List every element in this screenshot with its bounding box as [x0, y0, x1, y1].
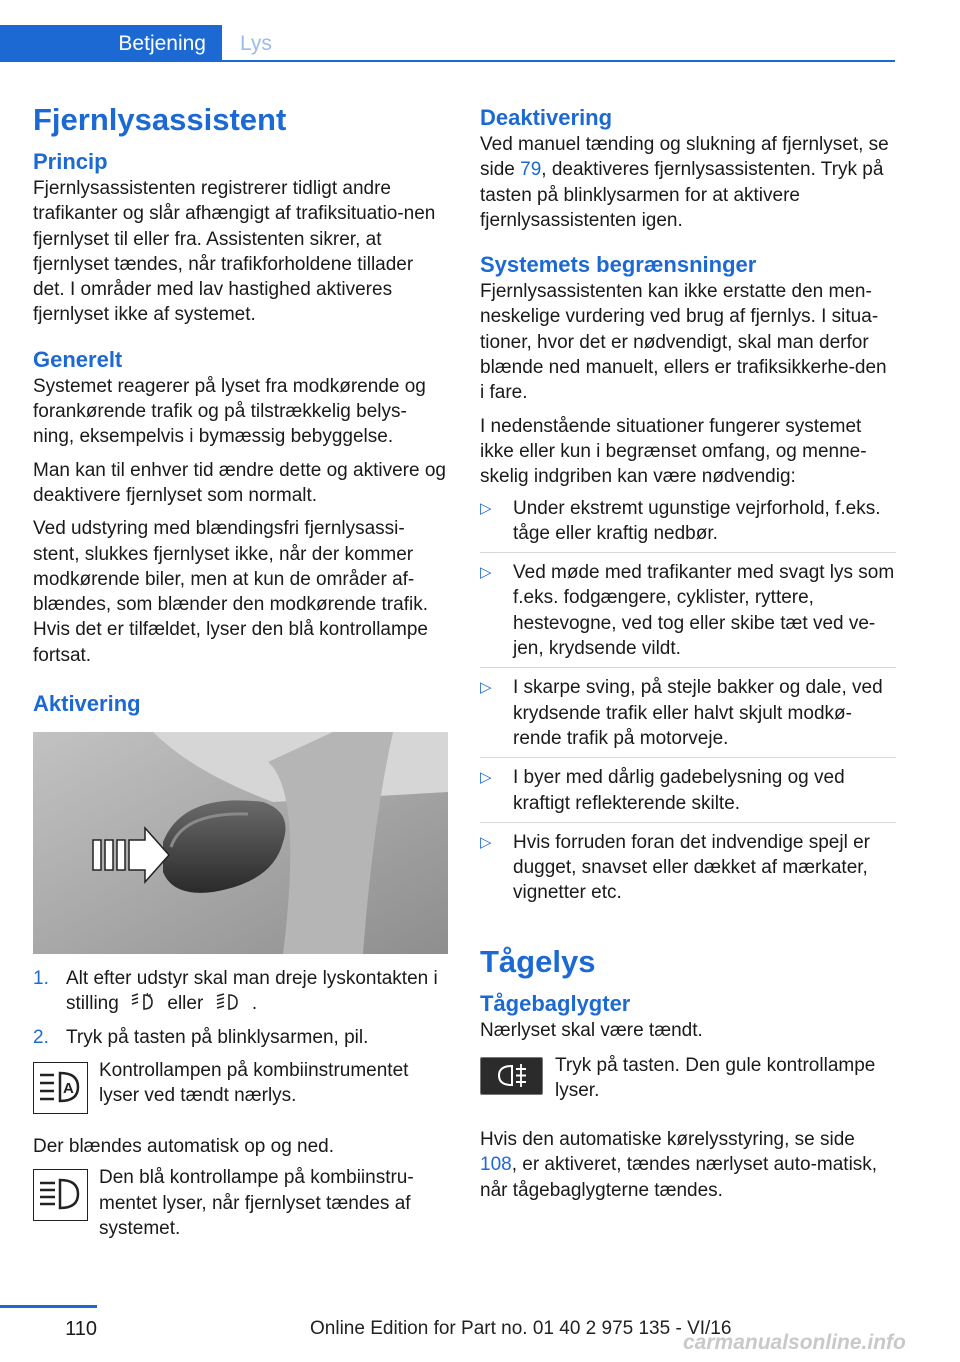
- list-item: ▷ Hvis forruden foran det indvendige spejl er dugget, snavset eller dækket af mærkater, vignetter etc.: [480, 831, 870, 904]
- indicator-low-beam-text: Kontrollampen på kombiinstrumentet lyser ved tændt nærlys.: [99, 1059, 409, 1107]
- limitations-list: [480, 496, 896, 912]
- indicator-low-beam-note: [33, 1058, 448, 1114]
- turn-signal-stalk-photo: [33, 732, 448, 954]
- rear-fog-button-note: [480, 1053, 896, 1115]
- list-item: ▷ Under ekstremt ugunstige vejrforhold, f.eks. tåge eller kraftig nedbør.: [480, 496, 896, 554]
- begraensninger-paragraph-2: I nedenstående situationer fungerer systemet ikke eller kun i begrænset omfang, og menne-skelig indgriben kan være nødvendig:: [480, 415, 867, 488]
- heading-generelt: Generelt: [33, 346, 123, 372]
- auto-headlight-indicator-icon: [33, 1062, 88, 1114]
- chapter-header: [0, 25, 895, 62]
- chapter-tab-betjening[interactable]: Betjening: [0, 25, 222, 62]
- generelt-paragraph-1: Systemet reagerer på lyset fra modkørende og forankørende trafik og på tilstrækkelig belys-ning, eksempelvis i bymæssig bebyggelse.: [33, 375, 426, 448]
- heading-begraensninger: Systemets begrænsninger: [480, 252, 757, 278]
- triangle-bullet-icon: ▷: [480, 833, 492, 851]
- footer-divider: [0, 1305, 97, 1308]
- section-title-fjernlysassistent: Fjernlysassistent: [33, 102, 287, 137]
- triangle-bullet-icon: ▷: [480, 769, 492, 787]
- page-link-108[interactable]: 108: [480, 1154, 512, 1176]
- auto-light-paragraph: Hvis den automatiske kørelysstyring, se side 108, er aktiveret, tændes nærlyset auto-matisk, når tågebaglygterne tændes.: [480, 1129, 878, 1201]
- auto-light-switch-icon: [130, 992, 156, 1012]
- watermark: carmanualsonline.info: [683, 1331, 906, 1354]
- indicator-high-beam-note: [33, 1165, 448, 1241]
- rear-fog-light-button[interactable]: [480, 1057, 543, 1095]
- triangle-bullet-icon: ▷: [480, 564, 492, 582]
- page-number: 110: [65, 1318, 97, 1340]
- stalk-illustration: [33, 732, 448, 954]
- indicator-high-beam-text: Den blå kontrollampe på kombiinstru-mentet lyser, når fjernlyset tændes af systemet.: [99, 1167, 414, 1239]
- triangle-bullet-icon: ▷: [480, 679, 492, 697]
- right-column: [480, 104, 896, 1203]
- list-item: ▷ I byer med dårlig gadebelysning og ved kraftigt reflekterende skilte.: [480, 765, 896, 823]
- list-item: 2. Tryk på tasten på blinklysarmen, pil.: [33, 1026, 369, 1048]
- deaktivering-paragraph: Ved manuel tænding og slukning af fjernlyset, se side 79, deaktiveres fjernlysassistenten. Tryk på tasten på blinklysarmen for at aktivere fjernlysassistenten igen.: [480, 134, 889, 231]
- heading-tagebaglygter: Tågebaglygter: [480, 990, 631, 1016]
- low-beam-icon: [215, 992, 241, 1012]
- list-item: 1. Alt efter udstyr skal man dreje lyskontakten i stilling eller .: [33, 968, 438, 1015]
- section-title-tagelys: Tågelys: [480, 943, 596, 979]
- tagebaglygter-paragraph: Nærlyset skal være tændt.: [480, 1019, 703, 1041]
- rear-fog-light-icon: [481, 1058, 541, 1093]
- heading-aktivering: Aktivering: [33, 691, 141, 717]
- chapter-tab-lys[interactable]: Lys: [240, 32, 272, 55]
- generelt-paragraph-2: Man kan til enhver tid ændre dette og aktivere og deaktivere fjernlyset som normalt.: [33, 459, 446, 506]
- list-item: ▷ I skarpe sving, på stejle bakker og dale, ved krydsende trafik eller halvt skjult modkø-rende trafik på motorveje.: [480, 675, 896, 758]
- auto-dim-paragraph: Der blændes automatisk op og ned.: [33, 1135, 335, 1157]
- left-column: [33, 100, 448, 1241]
- triangle-bullet-icon: ▷: [480, 499, 492, 517]
- activation-steps: [33, 966, 448, 1050]
- high-beam-indicator-icon: [33, 1169, 88, 1221]
- princip-paragraph: Fjernlysassistenten registrerer tidligt andre trafikanter og slår afhængigt af trafiksituatio-nen fjernlyset til eller fra. Assistenten sikrer, at fjernlyset tændes, når trafikforholdene tillader det. I områder med lav hastighed aktiveres fjernlyset ikke af systemet.: [33, 178, 436, 326]
- edition-info: Online Edition for Part no. 01 40 2 975 135 - VI/16: [310, 1318, 732, 1339]
- list-item: ▷ Ved møde med trafikanter med svagt lys som f.eks. fodgængere, cyklister, ryttere, hestevogne, ved tog eller skibe tæt ved ve-jen, krydsende vildt.: [480, 560, 896, 668]
- generelt-paragraph-3: Ved udstyring med blændingsfri fjernlysassi-stent, slukkes fjernlyset ikke, når der kommer modkørende biler, men at kun de områder af-blændes, som blænder den modkørende trafik. Hvis det er tilfældet, lyser den blå kontrollampe fortsat.: [33, 518, 428, 666]
- svg-text:A: A: [63, 1079, 74, 1097]
- heading-princip: Princip: [33, 149, 108, 174]
- heading-deaktivering: Deaktivering: [480, 105, 613, 130]
- page-link-79[interactable]: 79: [520, 159, 542, 181]
- begraensninger-paragraph-1: Fjernlysassistenten kan ikke erstatte den men-neskelige vurdering ved brug af fjernlys. I situa-tioner, hvor det er nødvendigt, skal man derfor blænde ned manuelt, ellers er trafiksikkerhe-den i fare.: [480, 281, 887, 404]
- rear-fog-button-text: Tryk på tasten. Den gule kontrollampe lyser.: [555, 1055, 876, 1102]
